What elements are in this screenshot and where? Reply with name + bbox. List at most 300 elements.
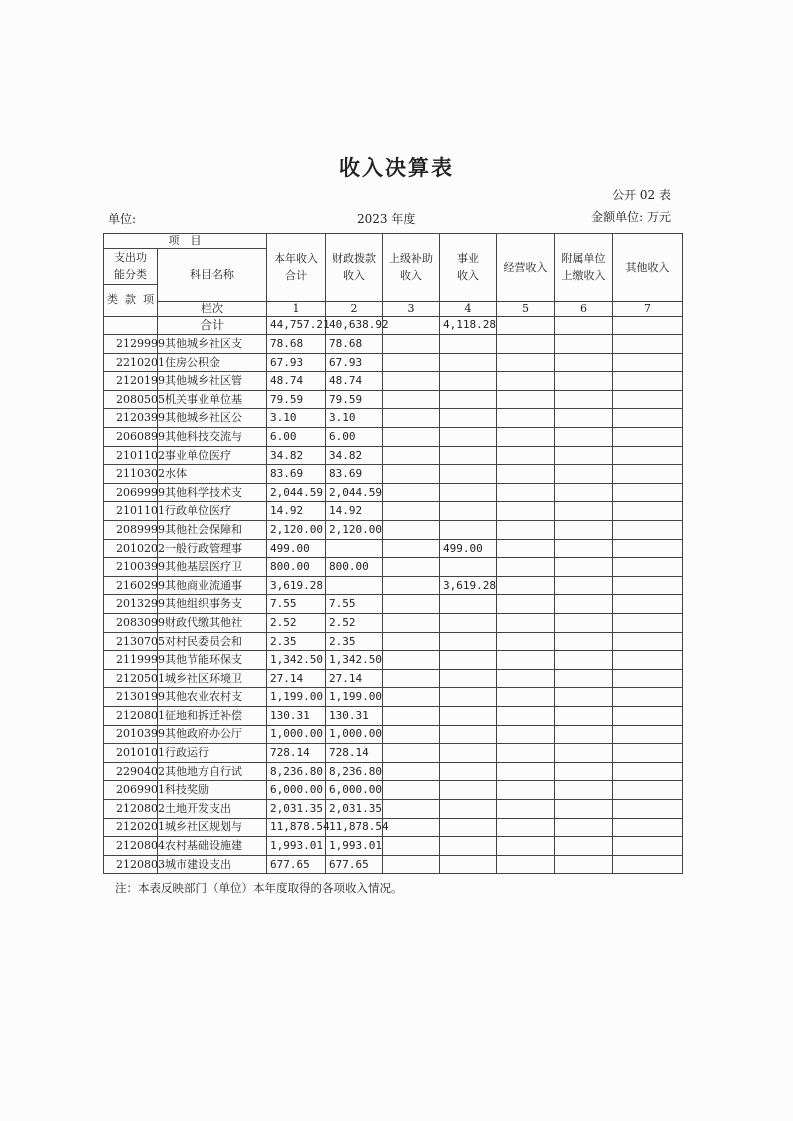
- income-total: 7.55: [267, 595, 326, 614]
- operating-income: [497, 502, 555, 521]
- operating-income: [497, 632, 555, 651]
- business-income: [440, 558, 497, 577]
- fiscal-appropriation: 6.00: [326, 428, 383, 447]
- business-income: 499.00: [440, 539, 497, 558]
- operating-income: [497, 762, 555, 781]
- fiscal-appropriation: [326, 539, 383, 558]
- fiscal-appropriation: [326, 576, 383, 595]
- other-income: [613, 428, 683, 447]
- subject-name: 住房公积金: [158, 353, 267, 372]
- business-income: [440, 706, 497, 725]
- income-total: 79.59: [267, 390, 326, 409]
- other-income: [613, 799, 683, 818]
- operating-income: [497, 335, 555, 354]
- operating-income: [497, 390, 555, 409]
- col-index: 1: [267, 301, 326, 316]
- operating-income: [497, 521, 555, 540]
- subject-name: 其他城乡社区支: [158, 335, 267, 354]
- business-income: [440, 614, 497, 633]
- business-income: [440, 372, 497, 391]
- subject-code: 2119999: [104, 651, 158, 670]
- subject-name: 其他基层医疗卫: [158, 558, 267, 577]
- fiscal-appropriation: 2,031.35: [326, 799, 383, 818]
- operating-income: [497, 818, 555, 837]
- money-unit: 金额单位: 万元: [591, 210, 671, 224]
- subsidiary-income: [555, 669, 613, 688]
- subsidiary-income: [555, 781, 613, 800]
- superior-subsidy: [383, 428, 440, 447]
- header-col2: 财政拨款收入: [326, 234, 383, 302]
- table-row: [104, 353, 683, 372]
- col-index: 2: [326, 301, 383, 316]
- subject-code: 2080505: [104, 390, 158, 409]
- header-func-class: 支出功能分类: [104, 248, 158, 284]
- subject-name: 城市建设支出: [158, 855, 267, 874]
- subject-name: 其他科技交流与: [158, 428, 267, 447]
- subject-name: 事业单位医疗: [158, 446, 267, 465]
- header-kuan: 款: [125, 293, 136, 307]
- operating-income: [497, 372, 555, 391]
- other-income: [613, 744, 683, 763]
- superior-subsidy: [383, 669, 440, 688]
- total-c3: [383, 316, 440, 335]
- subsidiary-income: [555, 688, 613, 707]
- superior-subsidy: [383, 465, 440, 484]
- business-income: [440, 409, 497, 428]
- other-income: [613, 335, 683, 354]
- operating-income: [497, 744, 555, 763]
- other-income: [613, 539, 683, 558]
- superior-subsidy: [383, 651, 440, 670]
- subsidiary-income: [555, 539, 613, 558]
- income-total: 3.10: [267, 409, 326, 428]
- subject-name: 征地和拆迁补偿: [158, 706, 267, 725]
- superior-subsidy: [383, 855, 440, 874]
- header-item: 项 目: [104, 234, 267, 249]
- income-total: 2.52: [267, 614, 326, 633]
- superior-subsidy: [383, 372, 440, 391]
- fiscal-appropriation: 728.14: [326, 744, 383, 763]
- subsidiary-income: [555, 465, 613, 484]
- other-income: [613, 372, 683, 391]
- table-row: [104, 335, 683, 354]
- subject-code: 2110302: [104, 465, 158, 484]
- subject-name: 农村基础设施建: [158, 837, 267, 856]
- subject-code: 2129999: [104, 335, 158, 354]
- other-income: [613, 688, 683, 707]
- operating-income: [497, 428, 555, 447]
- subject-code: 2083099: [104, 614, 158, 633]
- col-index: 3: [383, 301, 440, 316]
- table-row: [104, 390, 683, 409]
- subject-code: 2010202: [104, 539, 158, 558]
- subject-name: 其他城乡社区公: [158, 409, 267, 428]
- operating-income: [497, 799, 555, 818]
- subject-name: 行政运行: [158, 744, 267, 763]
- superior-subsidy: [383, 335, 440, 354]
- business-income: [440, 688, 497, 707]
- superior-subsidy: [383, 762, 440, 781]
- subsidiary-income: [555, 595, 613, 614]
- other-income: [613, 558, 683, 577]
- subsidiary-income: [555, 799, 613, 818]
- subject-code: 2130705: [104, 632, 158, 651]
- business-income: [440, 837, 497, 856]
- table-row: [104, 372, 683, 391]
- header-col1: 本年收入合计: [267, 234, 326, 302]
- total-row: [104, 316, 683, 335]
- other-income: [613, 390, 683, 409]
- income-total: 67.93: [267, 353, 326, 372]
- subject-code: 2120399: [104, 409, 158, 428]
- total-c7: [613, 316, 683, 335]
- other-income: [613, 409, 683, 428]
- income-total: 1,199.00: [267, 688, 326, 707]
- superior-subsidy: [383, 614, 440, 633]
- subject-code: 2120201: [104, 818, 158, 837]
- subsidiary-income: [555, 558, 613, 577]
- table-row: [104, 521, 683, 540]
- fiscal-appropriation: 130.31: [326, 706, 383, 725]
- table-row: [104, 651, 683, 670]
- superior-subsidy: [383, 725, 440, 744]
- subject-name: 水体: [158, 465, 267, 484]
- subject-code: 2120199: [104, 372, 158, 391]
- superior-subsidy: [383, 744, 440, 763]
- table-row: [104, 744, 683, 763]
- operating-income: [497, 725, 555, 744]
- operating-income: [497, 409, 555, 428]
- header-col4: 事业收入: [440, 234, 497, 302]
- other-income: [613, 502, 683, 521]
- header-col7: 其他收入: [613, 234, 683, 302]
- operating-income: [497, 706, 555, 725]
- business-income: [440, 446, 497, 465]
- subsidiary-income: [555, 706, 613, 725]
- table-row: [104, 502, 683, 521]
- income-total: 6,000.00: [267, 781, 326, 800]
- operating-income: [497, 595, 555, 614]
- col-index: 4: [440, 301, 497, 316]
- other-income: [613, 465, 683, 484]
- table-row: [104, 558, 683, 577]
- operating-income: [497, 855, 555, 874]
- header-col6: 附属单位上缴收入: [555, 234, 613, 302]
- superior-subsidy: [383, 688, 440, 707]
- business-income: [440, 651, 497, 670]
- operating-income: [497, 614, 555, 633]
- fiscal-appropriation: 83.69: [326, 465, 383, 484]
- superior-subsidy: [383, 521, 440, 540]
- subject-name: 城乡社区环境卫: [158, 669, 267, 688]
- operating-income: [497, 353, 555, 372]
- operating-income: [497, 539, 555, 558]
- fiscal-year: 2023 年度: [357, 212, 416, 226]
- operating-income: [497, 558, 555, 577]
- business-income: [440, 595, 497, 614]
- operating-income: [497, 837, 555, 856]
- fiscal-appropriation: 78.68: [326, 335, 383, 354]
- business-income: [440, 390, 497, 409]
- fiscal-appropriation: 6,000.00: [326, 781, 383, 800]
- other-income: [613, 762, 683, 781]
- business-income: [440, 335, 497, 354]
- subsidiary-income: [555, 744, 613, 763]
- fiscal-appropriation: 8,236.80: [326, 762, 383, 781]
- business-income: [440, 353, 497, 372]
- business-income: [440, 521, 497, 540]
- income-total: 2,044.59: [267, 483, 326, 502]
- subsidiary-income: [555, 483, 613, 502]
- total-label: 合计: [158, 316, 267, 335]
- fiscal-appropriation: 677.65: [326, 855, 383, 874]
- subject-code: 2101101: [104, 502, 158, 521]
- other-income: [613, 353, 683, 372]
- subsidiary-income: [555, 372, 613, 391]
- subject-code: 2010101: [104, 744, 158, 763]
- subject-name: 其他政府办公厅: [158, 725, 267, 744]
- fiscal-appropriation: 67.93: [326, 353, 383, 372]
- subject-code: 2100399: [104, 558, 158, 577]
- subsidiary-income: [555, 855, 613, 874]
- fiscal-appropriation: 2.35: [326, 632, 383, 651]
- subject-code: 2010399: [104, 725, 158, 744]
- other-income: [613, 595, 683, 614]
- subsidiary-income: [555, 725, 613, 744]
- business-income: [440, 669, 497, 688]
- subsidiary-income: [555, 632, 613, 651]
- subsidiary-income: [555, 818, 613, 837]
- other-income: [613, 446, 683, 465]
- income-total: 1,993.01: [267, 837, 326, 856]
- other-income: [613, 669, 683, 688]
- subject-code: 2069901: [104, 781, 158, 800]
- subsidiary-income: [555, 837, 613, 856]
- superior-subsidy: [383, 353, 440, 372]
- income-total: 2.35: [267, 632, 326, 651]
- subject-name: 机关事业单位基: [158, 390, 267, 409]
- unit-label: 单位:: [108, 212, 137, 226]
- subsidiary-income: [555, 353, 613, 372]
- table-row: [104, 595, 683, 614]
- form-code: 公开 02 表: [612, 188, 671, 202]
- operating-income: [497, 465, 555, 484]
- table-row: [104, 483, 683, 502]
- col-index: 6: [555, 301, 613, 316]
- other-income: [613, 855, 683, 874]
- operating-income: [497, 651, 555, 670]
- superior-subsidy: [383, 632, 440, 651]
- business-income: [440, 781, 497, 800]
- subject-code: 2210201: [104, 353, 158, 372]
- fiscal-appropriation: 1,199.00: [326, 688, 383, 707]
- business-income: 3,619.28: [440, 576, 497, 595]
- other-income: [613, 614, 683, 633]
- total-c6: [555, 316, 613, 335]
- income-total: 14.92: [267, 502, 326, 521]
- business-income: [440, 744, 497, 763]
- income-total: 48.74: [267, 372, 326, 391]
- income-total: 27.14: [267, 669, 326, 688]
- subject-name: 其他科学技术支: [158, 483, 267, 502]
- table-row: [104, 781, 683, 800]
- col-index: 5: [497, 301, 555, 316]
- subsidiary-income: [555, 502, 613, 521]
- operating-income: [497, 669, 555, 688]
- subsidiary-income: [555, 614, 613, 633]
- business-income: [440, 483, 497, 502]
- income-total: 800.00: [267, 558, 326, 577]
- table-row: [104, 409, 683, 428]
- fiscal-appropriation: 14.92: [326, 502, 383, 521]
- table-row: [104, 762, 683, 781]
- superior-subsidy: [383, 409, 440, 428]
- superior-subsidy: [383, 595, 440, 614]
- income-total: 1,342.50: [267, 651, 326, 670]
- table-row: [104, 725, 683, 744]
- income-total: 2,120.00: [267, 521, 326, 540]
- subject-code: 2013299: [104, 595, 158, 614]
- superior-subsidy: [383, 446, 440, 465]
- subject-code: 2160299: [104, 576, 158, 595]
- fiscal-appropriation: 2,120.00: [326, 521, 383, 540]
- other-income: [613, 632, 683, 651]
- table-row: [104, 837, 683, 856]
- subject-name: 其他组织事务支: [158, 595, 267, 614]
- total-c2: 40,638.92: [326, 316, 383, 335]
- superior-subsidy: [383, 390, 440, 409]
- superior-subsidy: [383, 837, 440, 856]
- subject-name: 财政代缴其他社: [158, 614, 267, 633]
- header-lei: 类: [107, 293, 118, 307]
- business-income: [440, 428, 497, 447]
- income-total: 1,000.00: [267, 725, 326, 744]
- subject-code: 2089999: [104, 521, 158, 540]
- subject-name: 对村民委员会和: [158, 632, 267, 651]
- table-row: [104, 428, 683, 447]
- superior-subsidy: [383, 539, 440, 558]
- operating-income: [497, 781, 555, 800]
- subject-name: 其他商业流通事: [158, 576, 267, 595]
- table-row: [104, 576, 683, 595]
- fiscal-appropriation: 1,993.01: [326, 837, 383, 856]
- subject-name: 其他地方自行试: [158, 762, 267, 781]
- subject-code: 2120803: [104, 855, 158, 874]
- subject-code: 2130199: [104, 688, 158, 707]
- subject-code: 2060899: [104, 428, 158, 447]
- header-col5: 经营收入: [497, 234, 555, 302]
- subject-code: 2120501: [104, 669, 158, 688]
- subject-name: 行政单位医疗: [158, 502, 267, 521]
- other-income: [613, 706, 683, 725]
- table-row: [104, 539, 683, 558]
- other-income: [613, 781, 683, 800]
- fiscal-appropriation: 3.10: [326, 409, 383, 428]
- subject-name: 城乡社区规划与: [158, 818, 267, 837]
- table-row: [104, 706, 683, 725]
- superior-subsidy: [383, 558, 440, 577]
- income-total: 78.68: [267, 335, 326, 354]
- operating-income: [497, 688, 555, 707]
- total-c1: 44,757.21: [267, 316, 326, 335]
- income-total: 728.14: [267, 744, 326, 763]
- other-income: [613, 651, 683, 670]
- business-income: [440, 818, 497, 837]
- subject-code: 2101102: [104, 446, 158, 465]
- other-income: [613, 818, 683, 837]
- header-subject-name: 科目名称: [158, 248, 267, 301]
- income-total: 130.31: [267, 706, 326, 725]
- income-total: 6.00: [267, 428, 326, 447]
- subsidiary-income: [555, 428, 613, 447]
- fiscal-appropriation: 2.52: [326, 614, 383, 633]
- subject-code: 2120801: [104, 706, 158, 725]
- other-income: [613, 483, 683, 502]
- header-col3: 上级补助收入: [383, 234, 440, 302]
- business-income: [440, 502, 497, 521]
- table-row: [104, 688, 683, 707]
- subject-name: 土地开发支出: [158, 799, 267, 818]
- col-index: 7: [613, 301, 683, 316]
- superior-subsidy: [383, 576, 440, 595]
- operating-income: [497, 446, 555, 465]
- subject-code: 2290402: [104, 762, 158, 781]
- table-row: [104, 818, 683, 837]
- income-total: 2,031.35: [267, 799, 326, 818]
- subsidiary-income: [555, 446, 613, 465]
- business-income: [440, 762, 497, 781]
- superior-subsidy: [383, 706, 440, 725]
- fiscal-appropriation: 48.74: [326, 372, 383, 391]
- subsidiary-income: [555, 409, 613, 428]
- fiscal-appropriation: 11,878.54: [326, 818, 383, 837]
- income-total: 677.65: [267, 855, 326, 874]
- income-total: 11,878.54: [267, 818, 326, 837]
- table-row: [104, 465, 683, 484]
- subsidiary-income: [555, 390, 613, 409]
- business-income: [440, 465, 497, 484]
- subsidiary-income: [555, 335, 613, 354]
- table-row: [104, 446, 683, 465]
- subject-code: 2120804: [104, 837, 158, 856]
- income-total: 499.00: [267, 539, 326, 558]
- fiscal-appropriation: 2,044.59: [326, 483, 383, 502]
- operating-income: [497, 483, 555, 502]
- subsidiary-income: [555, 521, 613, 540]
- subject-name: 其他城乡社区管: [158, 372, 267, 391]
- table-row: [104, 614, 683, 633]
- superior-subsidy: [383, 483, 440, 502]
- footnote: 注：本表反映部门（单位）本年度取得的各项收入情况。: [115, 881, 403, 895]
- income-total: 34.82: [267, 446, 326, 465]
- subject-name: 其他农业农村支: [158, 688, 267, 707]
- fiscal-appropriation: 1,000.00: [326, 725, 383, 744]
- table-row: [104, 855, 683, 874]
- header-xiang: 项: [143, 293, 154, 307]
- table-row: [104, 799, 683, 818]
- other-income: [613, 576, 683, 595]
- operating-income: [497, 576, 555, 595]
- fiscal-appropriation: 7.55: [326, 595, 383, 614]
- total-c5: [497, 316, 555, 335]
- fiscal-appropriation: 800.00: [326, 558, 383, 577]
- business-income: [440, 799, 497, 818]
- other-income: [613, 725, 683, 744]
- subject-name: 科技奖励: [158, 781, 267, 800]
- business-income: [440, 632, 497, 651]
- subject-code: 2069999: [104, 483, 158, 502]
- subject-name: 其他节能环保支: [158, 651, 267, 670]
